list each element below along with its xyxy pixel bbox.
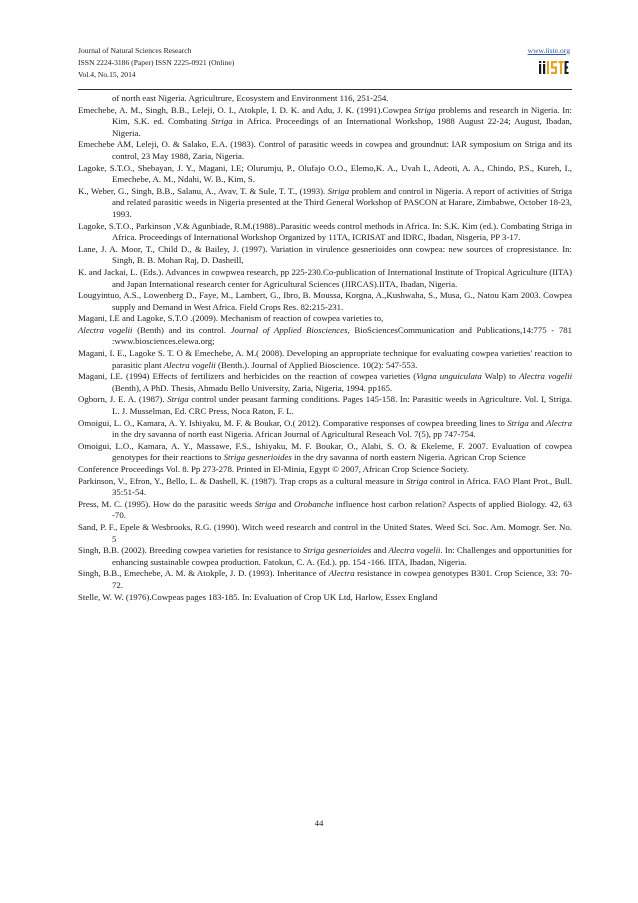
reference-entry — [78, 568, 572, 591]
reference-text: Stelle, W. W. (1976).Cowpeas pages 183-185. In: Evaluation of Crop UK Ltd, Harlow, Essex England — [78, 591, 438, 602]
reference-text: Lagoke, S.T.O., Parkinson ,V.& Agunbiade, R.M.(1988)..Parasitic weeds control methods in Africa. In: S.K. Kim (ed.). Combating Striga in Africa. Proceedings of International Workshop Organized by 11TA, ICRISAT and IDRC, Ibadan, Nisgeria, PP 3-17. — [78, 220, 572, 243]
reference-text: Singh, B.B., Emechebe, A. M. & Atokple, J. D. (1993). Inheritance of — [78, 568, 329, 579]
reference-text: and — [276, 498, 295, 509]
reference-italic-text: Striga gesnerioides — [223, 452, 292, 463]
reference-text: in the dry savanna of north east Nigeria. African Journal of Agricultural Reseach Vol. 7(5), pp 747-754. — [112, 429, 476, 440]
reference-entry — [78, 464, 572, 476]
reference-entry — [78, 139, 572, 162]
reference-text: Lagoke, S.T.O., Shebayan, J. Y., Magani, I.E; Olurumju, P., Olufajo O.O., Elemo,K. A., Uvah I., Adeoti, A. A., Chindo, P.S., Kureh, I., Emechebe, A. M., Ndahi, W. B., Kim, S. — [78, 162, 572, 185]
issn-line: ISSN 2224-3186 (Paper) ISSN 2225-0921 (Online) — [78, 58, 235, 68]
reference-text: and — [371, 545, 389, 556]
reference-text: BioSciencesCommunication and Publications,14:775 - 781 :www.biosciences.elewa.org; — [112, 324, 573, 347]
reference-italic-text: Vigna unguiculata — [416, 371, 482, 382]
reference-italic-text: Striga — [507, 417, 529, 428]
reference-italic-text: Orobanche — [294, 498, 334, 509]
page-number: 44 — [314, 818, 324, 828]
reference-text: Singh, B.B. (2002). Breeding cowpea varieties for resistance to — [78, 545, 304, 556]
reference-entry — [78, 441, 572, 464]
reference-text: in the dry savanna of north eastern Nigeria. Agrican Crop Science — [291, 452, 526, 463]
reference-entry — [78, 267, 572, 290]
reference-text: influence host carbon relation? Aspects of applied Biology. 42, 63 -70. — [112, 498, 572, 521]
reference-italic-text: Alectra vogelii — [519, 371, 573, 382]
reference-entry — [78, 244, 572, 267]
reference-entry — [78, 418, 572, 441]
volume-line: Vol.4, No.15, 2014 — [78, 70, 136, 80]
reference-entry — [78, 348, 572, 371]
reference-text: Emechebe AM, Leleji, O. & Salako, E.A. (1983). Control of parasitic weeds in cowpea and groundnut: IAR symposium on Striga and its control, 23 May 1988, Zaria, Nigeria. — [78, 139, 572, 161]
reference-text: Emechebe, A. M., Singh, B.B., Leleji, O. I., Atokple, I. D. K. and Adu, J. K. (1991).Cowpea — [78, 104, 415, 115]
reference-text: (Benth) and its control. — [132, 324, 231, 335]
reference-text: Omoigui, L.O., Kamara, A. Y., Massawe, F.S., Ishiyaku, M. F. Boukar, O., Alabi, S. O. & Ekeleme, F. 2007. Evaluation of cowpea genotypes for their reactions to — [78, 440, 572, 463]
header-rule — [78, 89, 572, 90]
reference-entry — [78, 592, 572, 604]
reference-italic-text: Striga — [414, 104, 436, 115]
reference-text: control under peasant farming conditions. Pages 145-158. In: Parasitic weeds in Agriculture. Vol. I, Striga. L. J. Musselman, Ed. CRC Press, Noca Raton, F. L. — [112, 394, 572, 417]
reference-italic-text: Alectra vogelii — [163, 359, 216, 370]
reference-text: K. and Jackai, L. (Eds.). Advances in cowpwea research, pp 225-230.Co-publication of International Institute of Tropical Agriculture (IITA) and Japan International research center for Agricultural Sciences (JIRCAS).IITA, Ibadan, Nigeria. — [78, 266, 572, 289]
reference-text: control in Africa. FAO Plant Prot., Bull. 35:51-54. — [112, 475, 573, 498]
reference-italic-text: Striga — [254, 498, 277, 509]
reference-text: Magani, I.E and Lagoke, S.T.O .(2009). Mechanism of reaction of cowpea varieties to, — [78, 313, 384, 324]
reference-italic-text: Striga — [327, 185, 350, 196]
reference-italic-text: Alectra — [328, 568, 355, 579]
reference-text: and — [528, 417, 547, 428]
reference-italic-text: Striga — [406, 475, 428, 486]
reference-text: Press, M. C. (1995). How do the parasitic weeds — [78, 498, 255, 509]
reference-entry — [78, 325, 572, 348]
reference-entry — [78, 290, 572, 313]
reference-text: Magani, I.E. (1994) Effects of fertilizers and herbicides on the reaction of cowpea varieties ( — [78, 371, 417, 382]
reference-text: Conference Proceedings Vol. 8. Pp 273-278. Printed in El-Minia, Egypt © 2007, African Crop Science Society. — [78, 464, 470, 474]
reference-italic-text: Alectra vogelii — [388, 545, 441, 556]
reference-entry — [78, 93, 572, 105]
journal-url-link[interactable]: www.iiste.org — [527, 46, 570, 55]
reference-italic-text: Striga — [167, 394, 189, 405]
reference-entry — [78, 371, 572, 394]
reference-entry — [78, 499, 572, 522]
reference-italic-text: Striga gesnerioides — [303, 545, 372, 556]
reference-text: problems and research in Nigeria. In: Kim, S.K. ed. Combating — [112, 104, 572, 127]
reference-text: Magani, I. E., Lagoke S. T. O & Emechebe, A. M.( 2008). Developing an appropriate technique for evaluating cowpea varieties' reaction to parasitic plant — [78, 348, 572, 370]
reference-italic-text: Striga — [211, 116, 233, 127]
reference-entry — [78, 476, 572, 499]
reference-text: Lane, J. A. Moor, T., Child D., & Bailey, J. (1997). Variation in virulence gesnerioides onn cowpea: new sources of cropresistance. In: Singh, B. B. Mohan Raj, D. Dasheill, — [78, 243, 572, 266]
page-header — [78, 45, 572, 89]
reference-list — [78, 93, 572, 603]
reference-italic-text: Journal of Applied Biosciences, — [230, 324, 350, 335]
reference-text: (Benth.). Journal of Applied Bioscience. 10(2): 547-553. — [215, 359, 418, 370]
reference-text: Parkinson, V., Efron, Y., Bello, L. & Dashell, K. (1987). Trap crops as a cultural measure in — [78, 475, 407, 486]
reference-text: of north east Nigeria. Agricultrure, Ecosystem and Environment 116, 251-254. — [112, 93, 389, 103]
reference-text: Lougyintuo, A.S., Lowenberg D., Faye, M., Lambert, G., Ibro, B. Moussa, Korgna, A.,Kushwaha, S., Musa, G., Natou Kam 2003. Cowpea supply and Demand in West Africa. Field Crops Res. 82:215-231. — [78, 290, 572, 312]
reference-entry — [78, 394, 572, 417]
reference-entry — [78, 221, 572, 244]
reference-italic-text: Alectra vogelii — [78, 324, 133, 335]
reference-text: in Africa. Proceedings of an International Workshop, 1988 August 22-24; August, Ibadan, Nigeria. — [112, 116, 572, 138]
reference-text: K., Weber, G., Singh, B.B., Salanu, A., Avav, T. & Sule, T. T., (1993). — [78, 185, 328, 196]
reference-italic-text: Alectra — [546, 417, 572, 428]
journal-name: Journal of Natural Sciences Research — [78, 46, 192, 55]
reference-text: . In: Challenges and opportunities for enhancing sustainable cowpea production. Fatokun, C. A. (Ed.). pp. 154 -166. IITA, Ibadan, Nigeria. — [112, 545, 573, 567]
reference-text: resistance in cowpea genotypes B301. Crop Science, 33: 70-72. — [112, 568, 572, 590]
reference-text: Walp) to — [481, 371, 520, 382]
reference-entry — [78, 105, 572, 140]
reference-text: problem and control in Nigeria. A report of activities of Striga and related parasitic weeds in Nigeria presented at the Third General Workshop of PASCON at Harare, Zimbabwe, October 18-23, 1993. — [112, 185, 572, 219]
reference-entry — [78, 186, 572, 221]
iiste-logo — [536, 58, 570, 77]
reference-entry — [78, 163, 572, 186]
reference-text: Ogborn, J. E. A. (1987). — [78, 394, 168, 405]
reference-text: Sand, P. F., Epele & Wesbrooks, R.G. (1990). Witch weed research and control in the United States. Weed Sci. Soc. Am. Momogr. Ser. No. 5 — [78, 521, 572, 544]
reference-text: Omoigui, L. O., Kamara, A. Y. Ishiyaku, M. F. & Boukar, O.( 2012). Comparative responses of cowpea breeding lines to — [78, 417, 508, 428]
reference-entry — [78, 522, 572, 545]
reference-text: (Benth), A PhD. Thesis, Ahmadu Bello University, Zaria, Nigeria, 1994. pp165. — [112, 382, 393, 393]
reference-entry — [78, 313, 572, 325]
reference-entry — [78, 545, 572, 568]
